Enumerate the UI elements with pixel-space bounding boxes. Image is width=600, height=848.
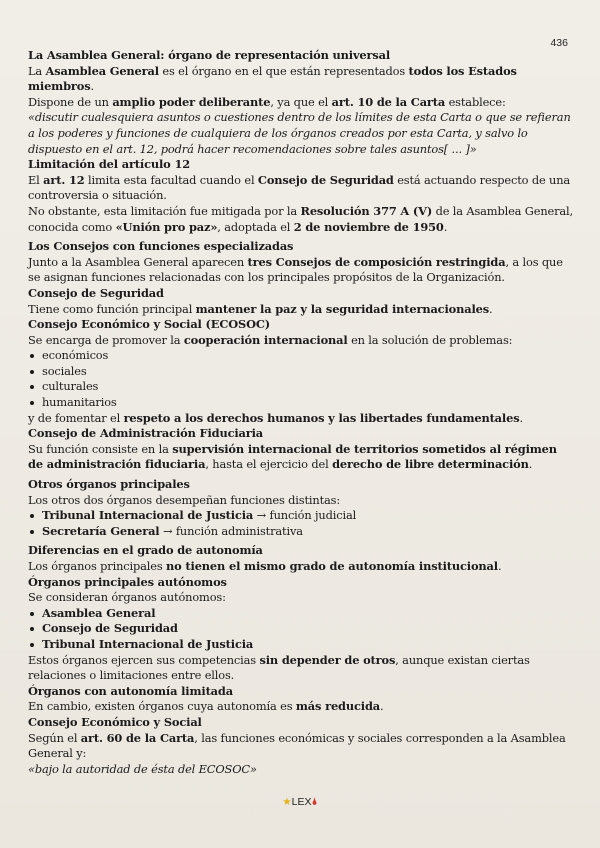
bullet-list-autonomos xyxy=(28,606,574,653)
footer-logo xyxy=(0,796,600,809)
subheading-consejo-seguridad: Consejo de Seguridad xyxy=(28,285,164,300)
paragraph: Los órganos principales no tienen el mismo grado de autonomía institucional. xyxy=(28,559,502,573)
document-body xyxy=(28,48,574,777)
quote-ecosoc: «bajo la autoridad de ésta del ECOSOC» xyxy=(28,761,257,776)
section-heading-otros-organos: Otros órganos principales xyxy=(28,477,190,492)
section-heading-consejos: Los Consejos con funciones especializadas xyxy=(28,239,294,254)
list-item: Consejo de Seguridad xyxy=(28,621,574,637)
paragraph: Se encarga de promover la cooperación internacional en la solución de problemas: xyxy=(28,332,513,347)
paragraph: Según el art. 60 de la Carta, las funciones económicas y sociales corresponden a la Asamblea General y: xyxy=(28,730,566,761)
bullet-list-problemas xyxy=(28,348,574,410)
paragraph: Tiene como función principal mantener la paz y la seguridad internacionales. xyxy=(28,301,493,316)
subheading-ecosoc-autonomia: Consejo Económico y Social xyxy=(28,714,202,729)
bullet-list-otros-organos xyxy=(28,508,574,539)
list-item: humanitarios xyxy=(28,395,574,411)
page-number: 436 xyxy=(550,37,568,49)
subheading-administracion-fiduciaria: Consejo de Administración Fiduciaria xyxy=(28,426,264,441)
subheading-autonomos: Órganos principales autónomos xyxy=(28,574,227,589)
subheading-autonomia-limitada: Órganos con autonomía limitada xyxy=(28,683,233,698)
star-icon: ★ xyxy=(282,796,292,808)
paragraph: En cambio, existen órganos cuya autonomía es más reducida. xyxy=(28,699,384,714)
list-item: Secretaría General → función administrativa xyxy=(28,524,574,540)
list-item: económicos xyxy=(28,348,574,364)
list-item: sociales xyxy=(28,364,574,380)
drop-icon: 🌢 xyxy=(311,796,318,808)
footer-brand: LEX xyxy=(291,796,312,808)
paragraph: Los otros dos órganos desempeñan funciones distintas: xyxy=(28,492,341,507)
list-item: Tribunal Internacional de Justicia xyxy=(28,637,574,653)
list-item: Tribunal Internacional de Justicia → función judicial xyxy=(28,508,574,524)
paragraph: No obstante, esta limitación fue mitigada por la Resolución 377 A (V) de la Asamblea General, conocida como «Unión pro paz», adoptada el 2 de noviembre de 1950. xyxy=(28,203,574,234)
subheading-ecosoc: Consejo Económico y Social (ECOSOC) xyxy=(28,317,271,332)
paragraph: Estos órganos ejercen sus competencias sin depender de otros, aunque existan ciertas relaciones o limitaciones entre ellos. xyxy=(28,652,530,683)
paragraph: La Asamblea General es el órgano en el que están representados todos los Estados miembros. xyxy=(28,63,517,94)
section-heading-asamblea: La Asamblea General: órgano de representación universal xyxy=(28,48,391,62)
paragraph: El art. 12 limita esta facultad cuando el Consejo de Seguridad está actuando respecto de una controversia o situación. xyxy=(28,172,571,203)
list-item: Asamblea General xyxy=(28,606,574,622)
list-item: culturales xyxy=(28,379,574,395)
paragraph: y de fomentar el respeto a los derechos humanos y las libertades fundamentales. xyxy=(28,410,523,425)
paragraph: Se consideran órganos autónomos: xyxy=(28,590,226,605)
paragraph: Dispone de un amplio poder deliberante, ya que el art. 10 de la Carta establece: xyxy=(28,94,506,109)
subheading-limitacion: Limitación del artículo 12 xyxy=(28,157,190,172)
paragraph: Su función consiste en la supervisión internacional de territorios sometidos al régimen de administración fiduciaria, hasta el ejercicio del derecho de libre determinación. xyxy=(28,441,557,472)
section-heading-autonomia: Diferencias en el grado de autonomía xyxy=(28,543,263,558)
paragraph: Junto a la Asamblea General aparecen tres Consejos de composición restringida, a los que se asignan funciones relacionadas con los principales propósitos de la Organización. xyxy=(28,254,563,285)
quote-art-10: «discutir cualesquiera asuntos o cuestiones dentro de los límites de esta Carta o que se refieran a los poderes y funciones de cualquiera de los órganos creados por esta Carta, y salvo lo dispuesto en el art. 12, podrá hacer recomendaciones sobre tales asuntos[ ... ]» xyxy=(28,110,571,156)
